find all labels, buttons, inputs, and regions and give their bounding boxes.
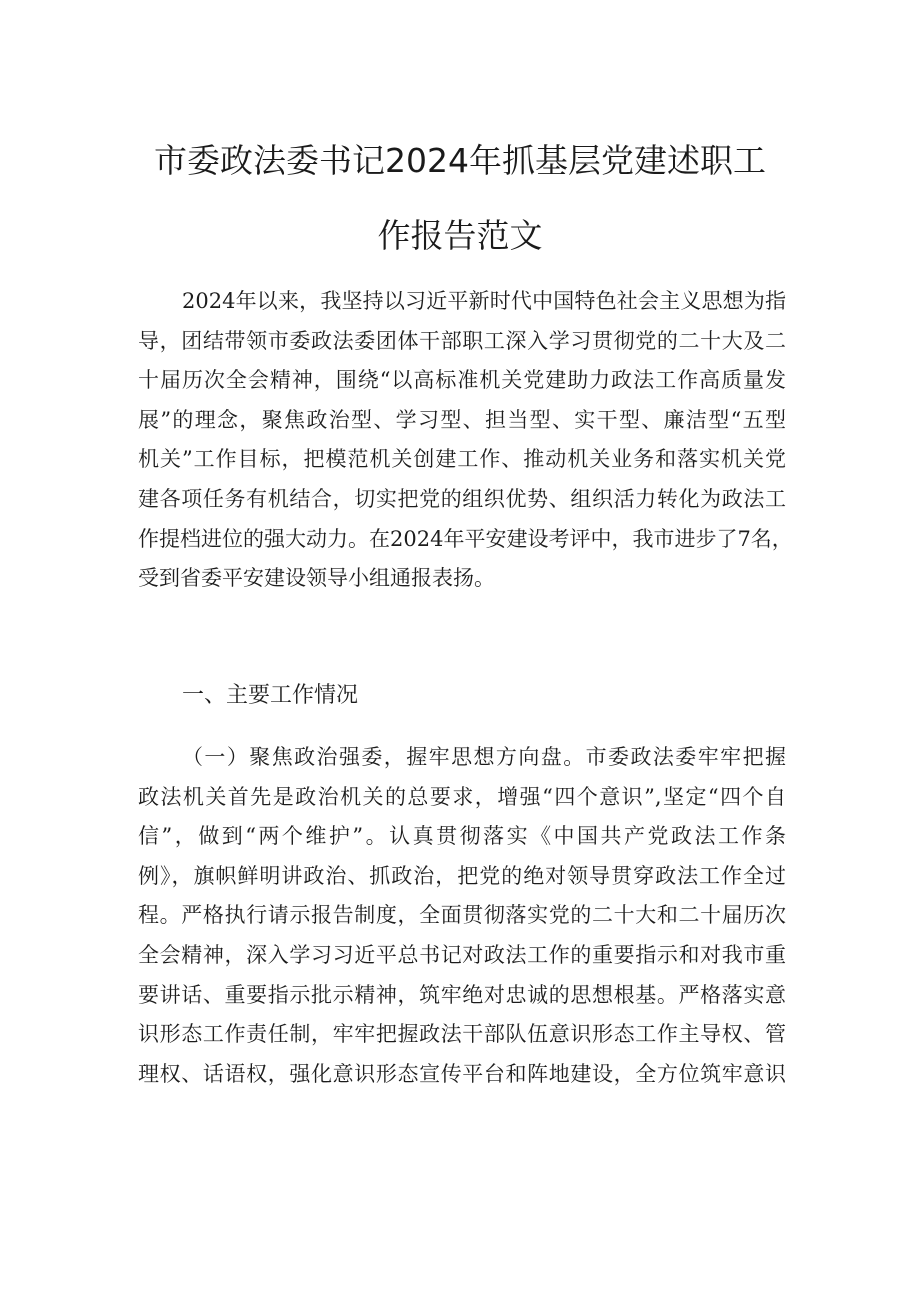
paragraph-line: 政法机关首先是政治机关的总要求，增强“四个意识”,坚定“四个自	[138, 784, 786, 809]
paragraph-line: 全会精神，深入学习习近平总书记对政法工作的重要指示和对我市重	[138, 942, 786, 967]
paragraph-line: 例》，旗帜鲜明讲政治、抓政治，把党的绝对领导贯穿政法工作全过	[138, 863, 786, 888]
paragraph-line: 要讲话、重要指示批示精神，筑牢绝对忠诚的思想根基。严格落实意	[138, 982, 786, 1007]
paragraph-line: 理权、话语权，强化意识形态宣传平台和阵地建设，全方位筑牢意识	[138, 1061, 786, 1086]
paragraph-line: 展”的理念，聚焦政治型、学习型、担当型、实干型、廉洁型“五型	[138, 407, 786, 432]
paragraph-line: 导，团结带领市委政法委团体干部职工深入学习贯彻党的二十大及二	[138, 328, 786, 353]
document-title-line-2: 作报告范文	[377, 216, 543, 255]
paragraph-intro	[138, 282, 793, 599]
paragraph-line: 受到省委平安建设领导小组通报表扬。	[138, 566, 495, 591]
paragraph-line: （一）聚焦政治强委，握牢思想方向盘。市委政法委牢牢把握	[182, 745, 786, 769]
paragraph-line: 作提档进位的强大动力。在2024年平安建设考评中，我市进步了7名，	[138, 526, 793, 551]
paragraph-section-1	[138, 738, 786, 1094]
paragraph-line: 信”，做到“两个维护”。认真贯彻落实《中国共产党政法工作条	[138, 824, 786, 849]
section-heading: 一、主要工作情况	[182, 683, 359, 708]
paragraph-line: 程。严格执行请示报告制度，全面贯彻落实党的二十大和二十届历次	[138, 903, 786, 928]
paragraph-line: 机关”工作目标，把模范机关创建工作、推动机关业务和落实机关党	[138, 447, 786, 472]
paragraph-line: 十届历次全会精神，围绕“以高标准机关党建助力政法工作高质量发	[138, 368, 786, 393]
paragraph-line: 建各项任务有机结合，切实把党的组织优势、组织活力转化为政法工	[138, 486, 786, 511]
paragraph-line: 识形态工作责任制，牢牢把握政法干部队伍意识形态工作主导权、管	[138, 1022, 786, 1047]
paragraph-line: 2024年以来，我坚持以习近平新时代中国特色社会主义思想为指	[182, 289, 786, 313]
document-title-line-1: 市委政法委书记2024年抓基层党建述职工	[154, 141, 766, 180]
